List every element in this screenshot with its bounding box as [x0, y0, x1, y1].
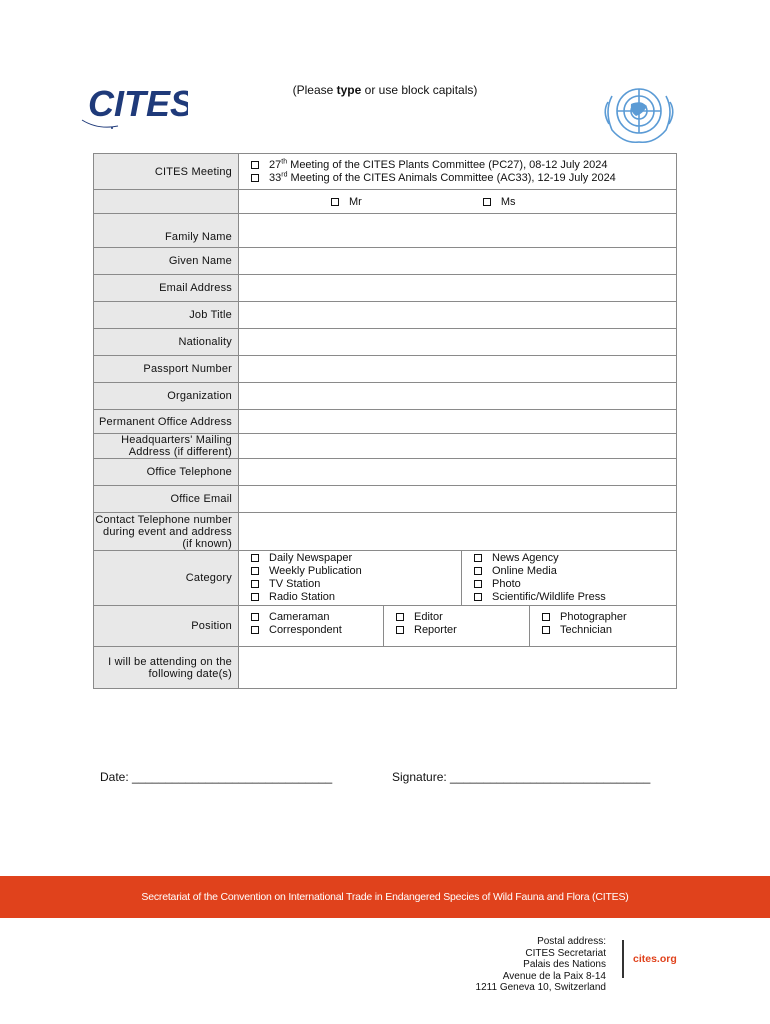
- meeting-options: [239, 154, 677, 190]
- email-field[interactable]: [239, 275, 677, 302]
- title-options: [239, 190, 677, 214]
- position-photographer[interactable]: Photographer: [542, 611, 676, 624]
- address-line: Postal address:: [537, 936, 606, 947]
- title-option-ms[interactable]: Ms: [483, 196, 516, 208]
- field-label-office-telephone: Office Telephone: [94, 459, 239, 486]
- attending-dates-field[interactable]: [239, 647, 677, 689]
- category-label: Category: [94, 551, 239, 606]
- position-col-1: [239, 606, 384, 646]
- category-tv-station[interactable]: TV Station: [251, 578, 461, 591]
- instruction-prefix: (Please: [292, 83, 337, 97]
- field-label-email: Email Address: [94, 275, 239, 302]
- date-line[interactable]: Date: ______________________________: [100, 770, 333, 784]
- field-label-organization: Organization: [94, 383, 239, 410]
- signature-line[interactable]: Signature: ______________________________: [392, 770, 651, 784]
- field-label-nationality: Nationality: [94, 329, 239, 356]
- contact-telephone-field[interactable]: [239, 513, 677, 551]
- checkbox-news-agency[interactable]: [474, 554, 482, 562]
- field-label-office-address: Permanent Office Address: [94, 410, 239, 434]
- checkbox-online-media[interactable]: [474, 567, 482, 575]
- address-line: 1211 Geneva 10, Switzerland: [475, 982, 606, 993]
- checkbox-scientific-press[interactable]: [474, 593, 482, 601]
- footer-banner-text: Secretariat of the Convention on International Trade in Endangered Species of Wild Fauna and Flora (CITES): [141, 891, 629, 903]
- position-correspondent[interactable]: Correspondent: [251, 624, 383, 637]
- job-title-field[interactable]: [239, 302, 677, 329]
- position-technician[interactable]: Technician: [542, 624, 676, 637]
- title-option-mr[interactable]: Mr: [331, 196, 362, 208]
- family-name-field[interactable]: [239, 214, 677, 248]
- address-line: Palais des Nations: [523, 959, 606, 970]
- position-label: Position: [94, 606, 239, 647]
- meeting-label: CITES Meeting: [94, 154, 239, 190]
- registration-form: [93, 153, 677, 689]
- category-radio-station[interactable]: Radio Station: [251, 591, 461, 604]
- checkbox-radio-station[interactable]: [251, 593, 259, 601]
- checkbox-photographer[interactable]: [542, 613, 550, 621]
- checkbox-technician[interactable]: [542, 626, 550, 634]
- position-reporter[interactable]: Reporter: [396, 624, 529, 637]
- category-weekly-publication[interactable]: Weekly Publication: [251, 565, 461, 578]
- office-address-field[interactable]: [239, 410, 677, 434]
- category-options: [239, 551, 677, 606]
- category-scientific-press[interactable]: Scientific/Wildlife Press: [474, 591, 676, 604]
- instruction-suffix: or use block capitals): [361, 83, 478, 97]
- checkbox-daily-newspaper[interactable]: [251, 554, 259, 562]
- category-col-right: [462, 551, 677, 605]
- checkbox-correspondent[interactable]: [251, 626, 259, 634]
- hq-address-field[interactable]: [239, 434, 677, 459]
- field-label-job-title: Job Title: [94, 302, 239, 329]
- category-col-left: [239, 551, 462, 605]
- passport-field[interactable]: [239, 356, 677, 383]
- office-email-field[interactable]: [239, 486, 677, 513]
- field-label-given-name: Given Name: [94, 248, 239, 275]
- field-label-passport: Passport Number: [94, 356, 239, 383]
- field-label-family-name: Family Name: [94, 214, 239, 248]
- un-emblem-icon: [598, 78, 680, 148]
- category-online-media[interactable]: Online Media: [474, 565, 676, 578]
- instruction-bold: type: [336, 83, 362, 97]
- position-options: [239, 606, 677, 647]
- category-photo[interactable]: Photo: [474, 578, 676, 591]
- office-telephone-field[interactable]: [239, 459, 677, 486]
- meeting-option-ac33[interactable]: 33rd Meeting of the CITES Animals Committee (AC33), 12-19 July 2024: [251, 172, 676, 185]
- field-label-contact-telephone: Contact Telephone number during event and address (if known): [94, 513, 239, 551]
- checkbox-tv-station[interactable]: [251, 580, 259, 588]
- field-label-office-email: Office Email: [94, 486, 239, 513]
- checkbox-ms[interactable]: [483, 198, 491, 206]
- category-news-agency[interactable]: News Agency: [474, 552, 676, 565]
- category-daily-newspaper[interactable]: Daily Newspaper: [251, 552, 461, 565]
- nationality-field[interactable]: [239, 329, 677, 356]
- title-label: [94, 190, 239, 214]
- meeting-option-pc27[interactable]: 27th Meeting of the CITES Plants Committee (PC27), 08-12 July 2024: [251, 159, 676, 172]
- cites-logo-text: CITES: [88, 83, 188, 124]
- checkbox-editor[interactable]: [396, 613, 404, 621]
- checkbox-weekly-publication[interactable]: [251, 567, 259, 575]
- field-label-hq-address: Headquarters' Mailing Address (if different): [94, 434, 239, 459]
- website-link[interactable]: cites.org: [633, 953, 677, 965]
- position-editor[interactable]: Editor: [396, 611, 529, 624]
- checkbox-ac33[interactable]: [251, 174, 259, 182]
- postal-address: [476, 936, 606, 994]
- position-col-3: [530, 606, 677, 646]
- checkbox-mr[interactable]: [331, 198, 339, 206]
- checkbox-pc27[interactable]: [251, 161, 259, 169]
- checkbox-photo[interactable]: [474, 580, 482, 588]
- address-line: Avenue de la Paix 8-14: [502, 970, 606, 982]
- organization-field[interactable]: [239, 383, 677, 410]
- attending-label: I will be attending on the following date(s): [94, 647, 239, 689]
- given-name-field[interactable]: [239, 248, 677, 275]
- position-col-2: [384, 606, 530, 646]
- checkbox-cameraman[interactable]: [251, 613, 259, 621]
- address-line: CITES Secretariat: [525, 947, 606, 959]
- position-cameraman[interactable]: Cameraman: [251, 611, 383, 624]
- footer-divider: [622, 940, 624, 978]
- checkbox-reporter[interactable]: [396, 626, 404, 634]
